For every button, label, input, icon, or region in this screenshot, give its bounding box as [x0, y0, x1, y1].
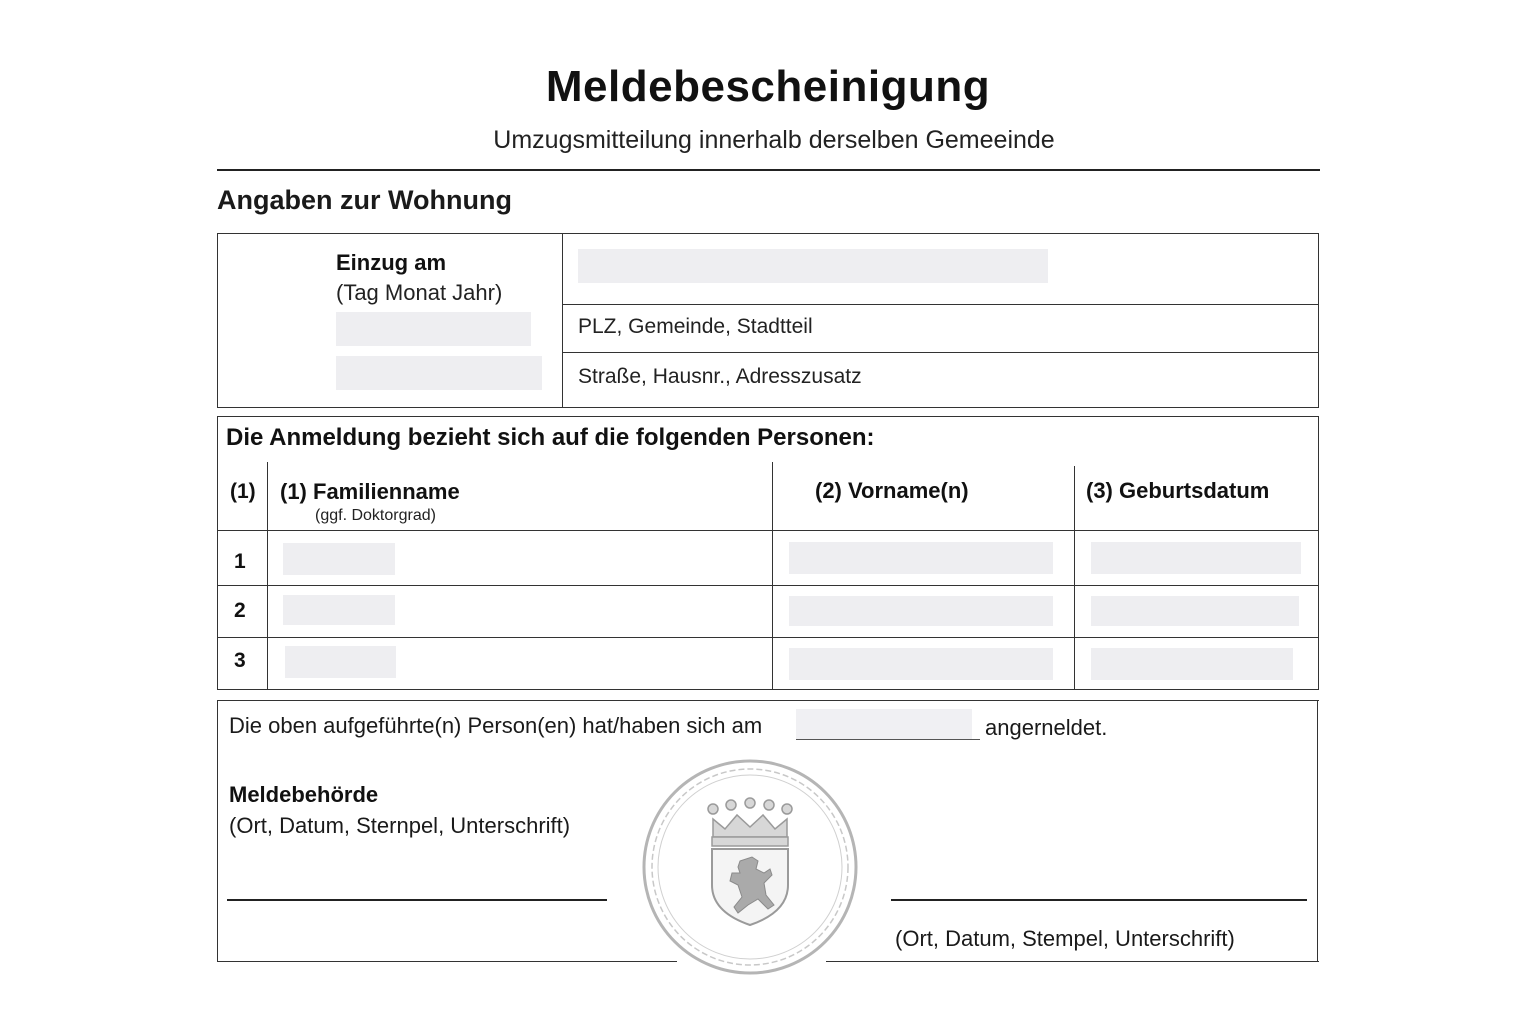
confirm-box-right [1317, 700, 1318, 962]
firstname-field-3[interactable] [789, 648, 1053, 680]
birthdate-field-2[interactable] [1091, 596, 1299, 626]
index-header: (1) [230, 480, 256, 503]
registration-date-underline [796, 739, 980, 740]
signature-line [891, 899, 1307, 901]
row-number-1: 1 [234, 550, 246, 573]
move-in-date-field[interactable] [336, 312, 531, 346]
firstname-field-2[interactable] [789, 596, 1053, 626]
signature-hint: (Ort, Datum, Stempel, Unterschrift) [895, 926, 1235, 951]
surname-field-2[interactable] [283, 595, 395, 625]
persons-index-divider [267, 462, 268, 690]
confirm-box-left [217, 700, 218, 962]
row-number-3: 3 [234, 649, 246, 672]
apartment-section-title: Angaben zur Wohnung [217, 185, 512, 215]
apartment-column-divider [562, 233, 563, 408]
berlin-bear-coat-of-arms-icon [640, 757, 860, 977]
column-header-surname: (1) Familienname [280, 479, 460, 504]
confirm-box-bottom-left [217, 961, 677, 962]
apartment-row-divider-1 [562, 304, 1319, 305]
header-divider [217, 169, 1320, 171]
persons-col-divider-2 [1074, 466, 1075, 690]
confirm-box-top [217, 700, 1319, 701]
authority-label: Meldebehörde [229, 782, 379, 807]
birthdate-field-1[interactable] [1091, 542, 1301, 574]
surname-field-3[interactable] [285, 646, 396, 678]
postal-label: PLZ, Gemeinde, Stadtteil [578, 315, 813, 338]
persons-header-divider [217, 530, 1319, 531]
authority-hint: (Ort, Datum, Sternpel, Unterschrift) [229, 813, 571, 838]
move-in-label: Einzug am [336, 250, 447, 275]
authority-signature-line [227, 899, 607, 901]
confirmation-sentence-end: angerneldet. [985, 715, 1108, 740]
apartment-row-divider-2 [562, 352, 1319, 353]
confirm-box-bottom-right [826, 961, 1319, 962]
street-label: Straße, Hausnr., Adresszusatz [578, 365, 862, 388]
column-hint-surname: (ggf. Doktorgrad) [315, 507, 436, 524]
move-in-date-field-2[interactable] [336, 356, 542, 390]
surname-field-1[interactable] [283, 543, 395, 575]
confirmation-sentence-start: Die oben aufgeführte(n) Person(en) hat/haben sich am [229, 713, 763, 738]
persons-heading: Die Anmeldung bezieht sich auf die folgenden Personen: [226, 424, 875, 451]
column-header-firstname: (2) Vorname(n) [815, 478, 969, 503]
address-field[interactable] [578, 249, 1048, 283]
document-title: Meldebescheinigung [545, 62, 991, 111]
persons-row-divider-2 [217, 637, 1319, 638]
column-header-birthdate: (3) Geburtsdatum [1086, 478, 1270, 503]
document-subtitle: Umzugsmitteilung innerhalb derselben Gemeeinde [493, 126, 1055, 154]
firstname-field-1[interactable] [789, 542, 1053, 574]
persons-row-divider-1 [217, 585, 1319, 586]
birthdate-field-3[interactable] [1091, 648, 1293, 680]
move-in-hint: (Tag Monat Jahr) [336, 280, 503, 305]
persons-col-divider-1 [772, 462, 773, 690]
row-number-2: 2 [234, 599, 246, 622]
registration-date-field[interactable] [796, 709, 972, 739]
